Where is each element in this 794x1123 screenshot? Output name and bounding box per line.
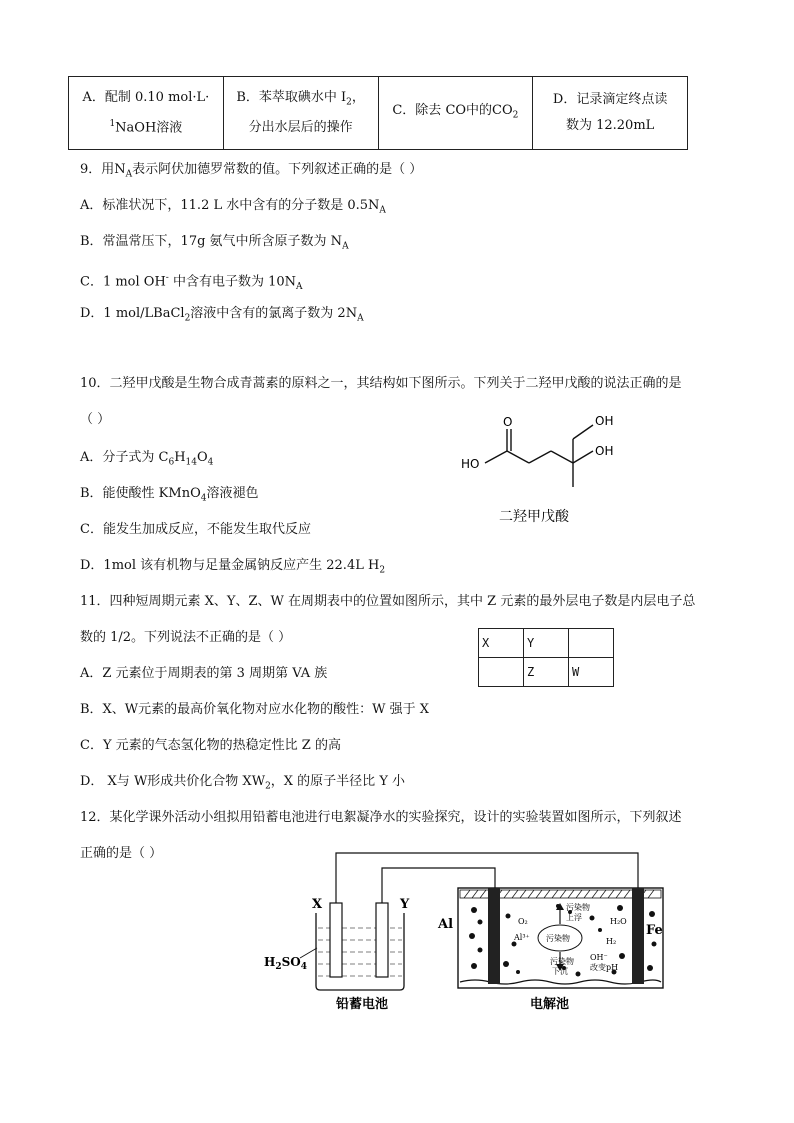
sink-down-label: 下沉: [552, 967, 568, 976]
grid-cell: W: [569, 658, 614, 687]
h2so4-label: $H_2SO_4$: [264, 955, 307, 972]
struct-ho-label: HO: [461, 457, 480, 471]
electrode-x-label: X: [312, 897, 323, 912]
option-d-line1: D．记录滴定终点读: [552, 92, 668, 107]
q11-option-b: B．X、W元素的最高价氧化物对应水化物的酸性：W 强于 X: [80, 702, 430, 717]
periodic-grid: [478, 628, 614, 687]
option-a-sup: 1: [109, 118, 116, 129]
al-electrode-label: Al: [438, 917, 454, 932]
q11-stem-line1: 11．四种短周期元素 X、Y、Z、W 在周期表中的位置如图所示，其中 Z 元素的最外层电子数是内层电子总: [80, 594, 696, 609]
electrocoagulation-apparatus: [260, 848, 680, 1013]
q9-option-a: A．标准状况下，11.2 L 水中含有的分子数是 $0.5N_A$: [80, 198, 386, 216]
q11-option-c: C．Y 元素的气态氢化物的热稳定性比 Z 的高: [80, 738, 341, 753]
option-c-cell: [378, 77, 533, 150]
q10-paren: （ ）: [80, 412, 111, 427]
q9-option-c: C．1 mol OH- 中含有电子数为 $10N_A$: [80, 273, 303, 292]
h2-label: H₂: [606, 937, 617, 946]
q10-stem: 10．二羟甲戊酸是生物合成青蒿素的原料之一，其结构如下图所示。下列关于二羟甲戊酸的说法正确的是: [80, 376, 682, 391]
option-a-cell: [69, 77, 224, 150]
struct-o-label: O: [503, 415, 513, 429]
q11-option-a: A．Z 元素位于周期表的第 3 周期第 VA 族: [80, 666, 328, 681]
o2-label: O₂: [518, 917, 528, 926]
q10-option-d: D．1mol 该有机物与足量金属钠反应产生 22.4L $H_2$: [80, 558, 386, 576]
option-b-comma: ，: [351, 89, 365, 105]
option-d-cell: [533, 77, 688, 150]
grid-cell: Z: [524, 658, 569, 687]
mevalonic-acid-structure: [455, 405, 625, 535]
fe-electrode-label: Fe: [646, 923, 663, 938]
grid-cell: Y: [524, 629, 569, 658]
struct-caption: 二羟甲戊酸: [499, 509, 569, 525]
struct-oh-mid-label: OH: [595, 444, 614, 458]
electrode-y-label: Y: [400, 897, 410, 912]
q12-stem-line2: 正确的是（ ）: [80, 846, 163, 861]
q12-stem-line1: 12．某化学课外活动小组拟用铅蓄电池进行电絮凝净水的实验探究，设计的实验装置如图所示，下列叙述: [80, 810, 682, 825]
option-a-line1: A．配制 0.10 mol·L·: [82, 89, 210, 105]
option-b-cell: [223, 77, 378, 150]
lead-battery: [300, 903, 404, 990]
grid-cell: X: [479, 629, 524, 658]
option-b-line2: 分出水层后的操作: [248, 120, 353, 136]
pollutant-center-label: 污染物: [546, 934, 570, 943]
q9-stem: 9．用$N_A$表示阿伏加德罗常数的值。下列叙述正确的是（ ）: [80, 162, 423, 180]
al3-label: Al³⁺: [514, 933, 530, 942]
pollutant-up-label: 污染物: [566, 903, 590, 912]
option-c-text: C．除去 CO中的CO: [392, 102, 513, 118]
q11-stem-line2: 数的 1/2。下列说法不正确的是（ ）: [80, 630, 292, 645]
q9-option-d: D．1 mol/LBaCl$_2$溶液中含有的氯离子数为 $2N_A$: [80, 306, 364, 324]
ph-change-label: 改变pH: [590, 963, 619, 972]
oh-label: OH⁻: [590, 953, 608, 962]
option-d-line2: 数为 12.20mL: [565, 118, 655, 133]
option-c-sub: 2: [512, 110, 519, 121]
grid-cell: [569, 629, 614, 658]
option-a-line2: NaOH溶液: [115, 120, 183, 136]
battery-caption: 铅蓄电池: [336, 997, 389, 1012]
q9-option-b: B．常温常压下，17g 氨气中所含原子数为 $N_A$: [80, 234, 349, 252]
h2o-label: H₂O: [610, 917, 627, 926]
float-up-label: 上浮: [566, 913, 582, 922]
q10-option-c: C．能发生加成反应，不能发生取代反应: [80, 522, 311, 537]
grid-cell: [479, 658, 524, 687]
q10-option-a: A．分子式为 $C_6H_{14}O_4$: [80, 450, 214, 468]
pollutant-down-label: 污染物: [550, 957, 574, 966]
q11-option-d: D． X与 W形成共价化合物 $XW_2$，X 的原子半径比 Y 小: [80, 774, 406, 792]
options-table: [68, 76, 688, 150]
q10-option-b: B．能使酸性 KMnO$_4$溶液褪色: [80, 486, 259, 504]
cell-caption: 电解池: [530, 997, 570, 1012]
option-b-sub: 2: [346, 97, 352, 108]
struct-oh-top-label: OH: [595, 414, 614, 428]
option-b-line1: B．苯萃取碘水中 I: [236, 89, 347, 105]
